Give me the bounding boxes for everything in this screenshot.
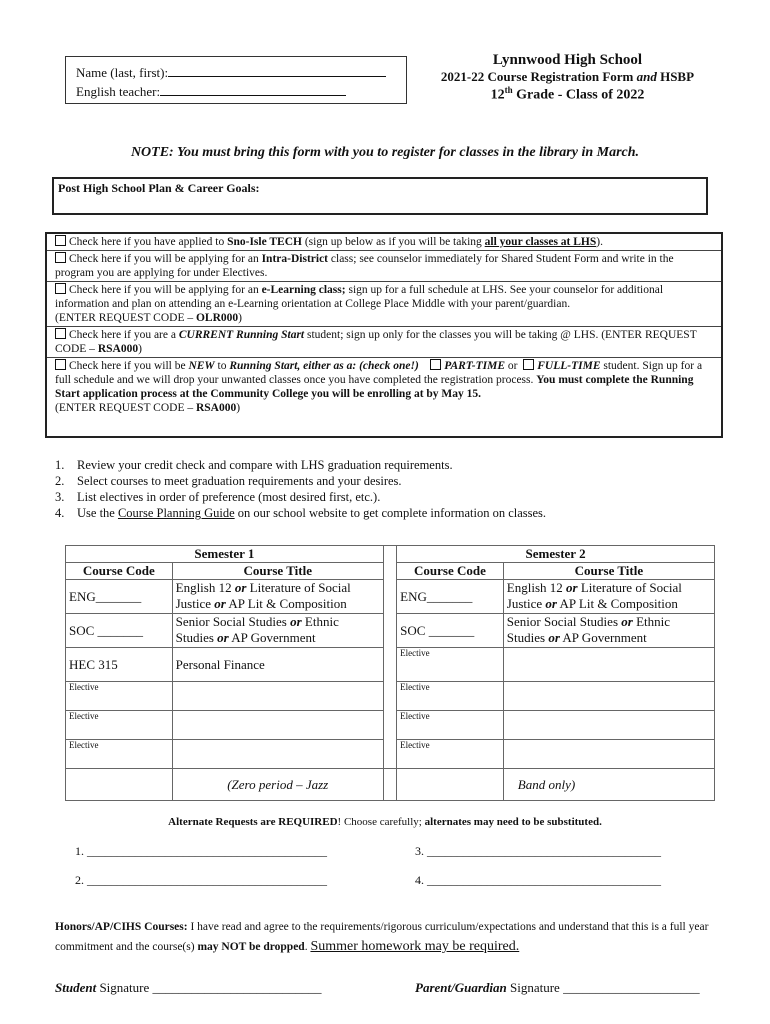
elective-code-cell[interactable]: Elective bbox=[397, 740, 504, 769]
elective-title-cell[interactable] bbox=[503, 711, 714, 740]
program-options-box bbox=[45, 232, 723, 438]
alternate-3-line[interactable]: 3. _______________________________________ bbox=[415, 844, 661, 858]
option-intra-district: Check here if you will be applying for an Intra-District class; see counselor immediately for Shared Student Form and write in the program you are applying for under Electives. bbox=[47, 251, 721, 282]
elective-code-cell[interactable]: Elective bbox=[66, 740, 173, 769]
course-schedule-table bbox=[65, 545, 715, 801]
eng-code-cell[interactable]: ENG_______ bbox=[66, 580, 173, 614]
option-new-running-start: Check here if you will be NEW to Running Start, either as a: (check one!) PART-TIME or FULL-TIME student. Sign up for a full schedule and we will drop your unwanted classes once you have completed the registration process. You must complete the Running Start application process at the Community College you will be enrolling at by May 15. (ENTER REQUEST CODE – RSA000) bbox=[55, 360, 703, 414]
elective-title-cell[interactable] bbox=[172, 711, 383, 740]
list-item: 2. Select courses to meet graduation requirements and your desires. bbox=[55, 474, 402, 488]
course-code-header: Course Code bbox=[397, 563, 504, 580]
name-line[interactable] bbox=[168, 63, 386, 77]
alternate-4-line[interactable]: 4. _______________________________________ bbox=[415, 873, 661, 887]
zero-period-right-label: Band only) bbox=[503, 769, 714, 801]
form-header bbox=[430, 52, 705, 104]
teacher-field-row[interactable] bbox=[76, 82, 396, 101]
course-title-header: Course Title bbox=[503, 563, 714, 580]
career-goals-label: Post High School Plan & Career Goals: bbox=[58, 181, 260, 195]
form-title: 2021-22 Course Registration Form and HSBP bbox=[440, 69, 695, 84]
name-label: Name (last, first): bbox=[76, 65, 169, 80]
checkbox[interactable] bbox=[55, 235, 66, 246]
alternate-1-line[interactable]: 1. ________________________________________ bbox=[75, 844, 327, 858]
parent-signature-line[interactable]: Parent/Guardian Signature _____________________ bbox=[415, 980, 700, 995]
column-divider bbox=[383, 546, 396, 769]
course-title-header: Course Title bbox=[172, 563, 383, 580]
column-divider bbox=[383, 769, 396, 801]
list-item: 1. Review your credit check and compare with LHS graduation requirements. bbox=[55, 458, 453, 472]
soc-title-cell: Senior Social Studies or Ethnic Studies or AP Government bbox=[172, 614, 383, 648]
elective-title-cell[interactable] bbox=[503, 682, 714, 711]
alternates-heading: Alternate Requests are REQUIRED! Choose carefully; alternates may need to be substituted. bbox=[168, 816, 602, 828]
checkbox[interactable] bbox=[55, 252, 66, 263]
grade-line: 12th Grade - Class of 2022 bbox=[490, 85, 645, 103]
semester-1-header: Semester 1 bbox=[66, 546, 384, 563]
school-name: Lynnwood High School bbox=[492, 52, 643, 68]
note-text: NOTE: You must bring this form with you to register for classes in the library in March. bbox=[130, 145, 640, 160]
elective-code-cell[interactable]: Elective bbox=[66, 682, 173, 711]
teacher-line[interactable] bbox=[160, 82, 346, 96]
checkbox[interactable] bbox=[55, 328, 66, 339]
hec-code-cell: HEC 315 bbox=[66, 648, 173, 682]
elective-code-cell[interactable]: Elective bbox=[397, 648, 504, 682]
soc-code-cell[interactable]: SOC _______ bbox=[397, 614, 504, 648]
student-signature-line[interactable]: Student Signature __________________________ bbox=[55, 980, 322, 995]
soc-code-cell[interactable]: SOC _______ bbox=[66, 614, 173, 648]
honors-statement: Honors/AP/CIHS Courses: I have read and agree to the requirements/rigorous curriculum/expectations and understand that this is a full year commitment and the course(s) may NOT be dropped. Summer homework may be required. bbox=[55, 921, 709, 954]
hec-title-cell: Personal Finance bbox=[172, 648, 383, 682]
eng-code-cell[interactable]: ENG_______ bbox=[397, 580, 504, 614]
elective-code-cell[interactable]: Elective bbox=[397, 711, 504, 740]
table-row bbox=[66, 769, 715, 801]
checkbox[interactable] bbox=[55, 359, 66, 370]
elective-code-cell[interactable]: Elective bbox=[66, 711, 173, 740]
list-item: 4. Use the Course Planning Guide on our school website to get complete information on classes. bbox=[55, 506, 547, 520]
course-planning-guide-link[interactable]: Course Planning Guide bbox=[117, 506, 235, 520]
option-sno-isle: Check here if you have applied to Sno-Isle TECH (sign up below as if you will be taking all your classes at LHS). bbox=[47, 234, 721, 251]
option-current-running-start: Check here if you are a CURRENT Running Start student; sign up only for the classes you will be taking @ LHS. (ENTER REQUEST CODE – RSA000) bbox=[47, 327, 721, 358]
part-time-checkbox[interactable] bbox=[430, 359, 441, 370]
full-time-checkbox[interactable] bbox=[523, 359, 534, 370]
elective-code-cell[interactable]: Elective bbox=[397, 682, 504, 711]
teacher-label: English teacher: bbox=[76, 84, 161, 99]
name-field-row[interactable] bbox=[76, 63, 396, 82]
elective-title-cell[interactable] bbox=[503, 740, 714, 769]
instructions-list bbox=[55, 457, 546, 521]
elective-title-cell[interactable] bbox=[172, 740, 383, 769]
zero-period-left-label: (Zero period – Jazz bbox=[172, 769, 383, 801]
checkbox[interactable] bbox=[55, 283, 66, 294]
list-item: 3. List electives in order of preference (most desired first, etc.). bbox=[55, 490, 381, 504]
zero-period-code-cell[interactable] bbox=[66, 769, 173, 801]
elective-title-cell[interactable] bbox=[503, 648, 714, 682]
eng-title-cell: English 12 or Literature of Social Justice or AP Lit & Composition bbox=[503, 580, 714, 614]
student-info-box bbox=[65, 56, 407, 104]
eng-title-cell: English 12 or Literature of Social Justice or AP Lit & Composition bbox=[172, 580, 383, 614]
alternate-2-line[interactable]: 2. ________________________________________ bbox=[75, 873, 327, 887]
course-code-header: Course Code bbox=[66, 563, 173, 580]
table-row bbox=[66, 546, 715, 563]
career-goals-box[interactable] bbox=[52, 177, 708, 215]
zero-period-code-cell[interactable] bbox=[397, 769, 504, 801]
semester-2-header: Semester 2 bbox=[397, 546, 715, 563]
soc-title-cell: Senior Social Studies or Ethnic Studies or AP Government bbox=[503, 614, 714, 648]
option-e-learning: Check here if you will be applying for an e-Learning class; sign up for a full schedule at LHS. See your counselor for additional information and plan on attending an e-Learning orientation at College Place Middle with your parent/guardian. (ENTER REQUEST CODE – OLR000) bbox=[47, 282, 721, 327]
elective-title-cell[interactable] bbox=[172, 682, 383, 711]
